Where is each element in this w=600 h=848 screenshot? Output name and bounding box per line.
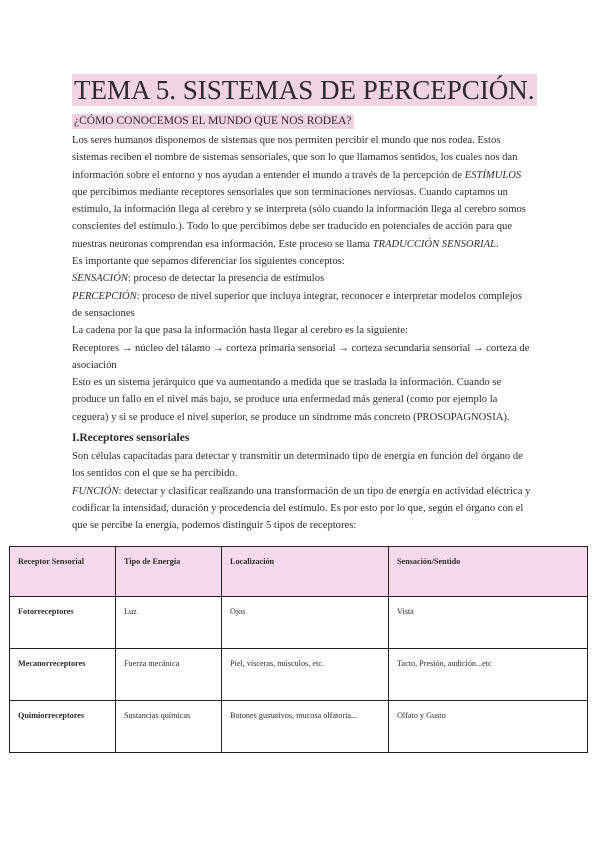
table-row <box>10 597 588 649</box>
definition-funcion <box>72 483 532 535</box>
table-cell: Botones gustativos, mucosa olfatoria... <box>222 701 389 753</box>
emphasis-estimulos: ESTÍMULOS <box>464 169 522 181</box>
table-cell: Fotorreceptores <box>10 597 116 649</box>
page-title: TEMA 5. SISTEMAS DE PERCEPCIÓN. <box>74 75 535 105</box>
intro-text <box>72 132 532 426</box>
text-run: . <box>495 238 499 250</box>
emphasis-traduccion: TRADUCCIÓN SENSORIAL <box>372 238 496 250</box>
column-header: Sensación/Sentido <box>389 547 588 597</box>
intro-paragraph <box>72 132 532 253</box>
section-text <box>72 448 532 534</box>
term-percepcion: PERCEPCIÓN <box>72 290 137 302</box>
chain-sequence: Receptores → núcleo del tálamo → corteza primaria sensorial → corteza secundaria sensorial → corteza de asociación <box>72 342 530 371</box>
table-cell: Olfato y Gusto <box>389 701 588 753</box>
section-heading: I.Receptores sensoriales <box>72 432 190 444</box>
text-run: Los seres humanos disponemos de sistemas que nos permiten percibir el mundo que nos rodea. Estos sistemas reciben el nombre de sistemas sensoriales, que son lo que llamamos sentidos, los cuales nos dan información sobre el entorno y nos ayudan a entender el mundo a través de la percepción de <box>72 135 518 181</box>
table-cell: Ojos <box>222 597 389 649</box>
table-header-row <box>10 547 588 597</box>
chain-intro: La cadena por la que pasa la información hasta llegar al cerebro es la siguiente: <box>72 325 408 337</box>
section-subtitle: ¿CÓMO CONOCEMOS EL MUNDO QUE NOS RODEA? <box>74 115 352 127</box>
table-cell: Mecanorreceptores <box>10 649 116 701</box>
table-cell: Fuerza mecánica <box>116 649 222 701</box>
definition-percepcion <box>72 288 532 323</box>
definition-text: : proceso de detectar la presencia de estímulos <box>127 273 325 285</box>
term-sensacion: SENSACIÓN <box>72 273 128 285</box>
hierarchy-paragraph: Esto es un sistema jerárquico que va aumentando a medida que se traslada la información. Cuando se produce un fallo en el nivel más bajo, se produce una enfermedad más general (como por ejemplo la ceguera) y si se produce el nivel superior, se produce un síndrome más concreto (PROSOPAGNOSIA). <box>72 377 510 423</box>
column-header: Localización <box>222 547 389 597</box>
table-cell: Tacto, Presión, audición...etc <box>389 649 588 701</box>
receptors-paragraph: Son células capacitadas para detectar y transmitir un determinado tipo de energía en función del órgano de los sentidos con el que se ha percibido. <box>72 451 523 480</box>
table-cell: Quimiorreceptores <box>10 701 116 753</box>
column-header: Receptor Sensorial <box>10 547 116 597</box>
definition-text: : detectar y clasificar realizando una transformación de un tipo de energía en actividad eléctrica y codificar la intensidad, duración y procedencia del estímulo. Es por esto por lo que, según el órgano con el que se percibe la energía, podemos distinguir 5 tipos de receptores: <box>72 485 531 532</box>
table-cell: Luz <box>116 597 222 649</box>
column-header: Tipo de Energía <box>116 547 222 597</box>
concepts-intro: Es importante que sepamos diferenciar los siguientes conceptos: <box>72 256 345 268</box>
definition-sensacion <box>72 270 532 287</box>
receptors-table <box>9 546 588 753</box>
text-run: que percibimos mediante receptores sensoriales que son terminaciones nerviosas. Cuando captamos un estímulo, la información llega al cerebro y se interpreta (sólo cuando la información llega al cerebro somos conscientes del estímulo.). Todo lo que percibimos debe ser traducido en potenciales de acción para que nuestras neuronas comprendan esa información. Este proceso se llama <box>72 186 526 250</box>
definition-text: : proceso de nivel superior que incluya integrar, reconocer e interpretar modelos complejos de sensaciones <box>72 290 522 319</box>
table-cell: Sustancias químicas <box>116 701 222 753</box>
table-cell: Vista <box>389 597 588 649</box>
term-funcion: FUNCIÓN <box>72 485 119 497</box>
table-cell: Piel, vísceras, músculos, etc. <box>222 649 389 701</box>
table-row <box>10 701 588 753</box>
table-row <box>10 649 588 701</box>
